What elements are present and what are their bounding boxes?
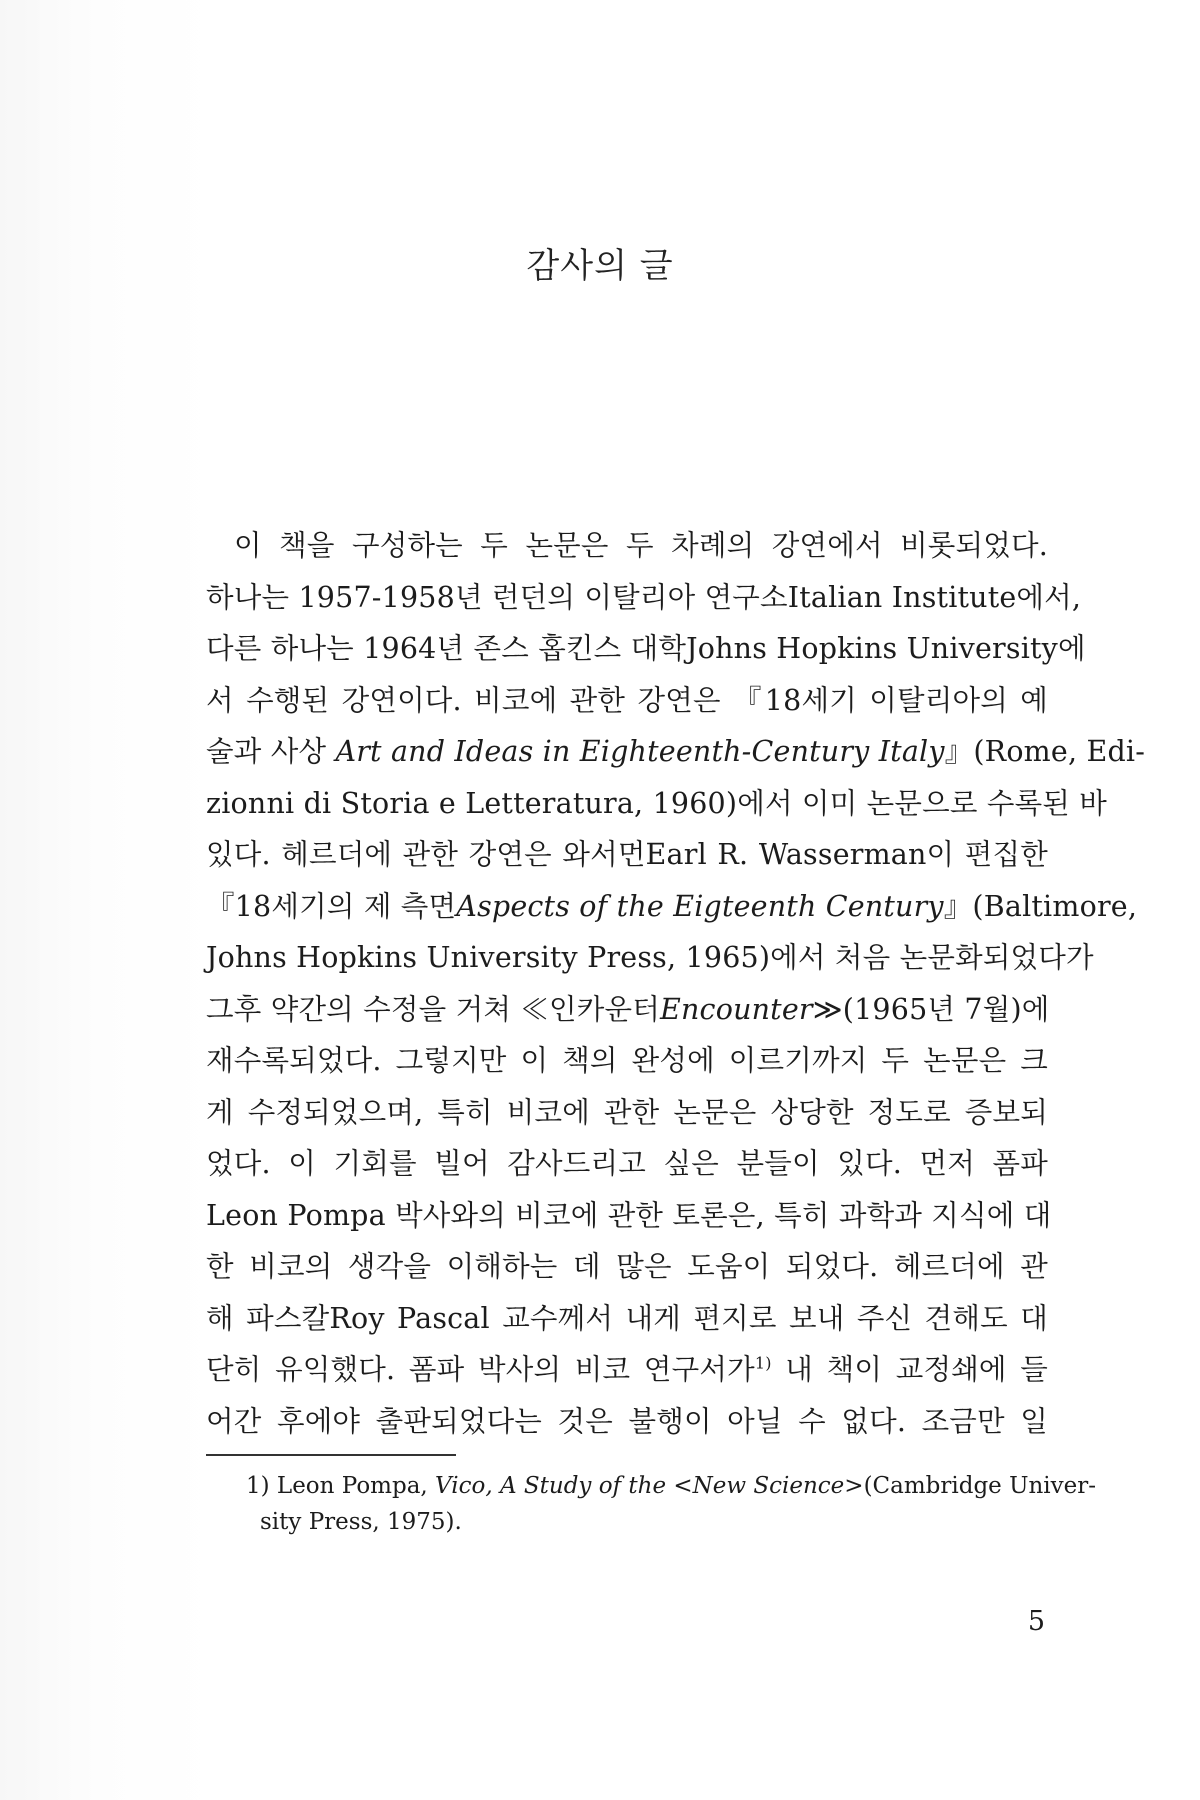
- body-line-8: [206, 881, 1138, 933]
- page-number: 5: [1027, 1606, 1045, 1637]
- body-text: [206, 520, 1146, 1447]
- book-title-art-and-ideas: Art and Ideas in Eighteenth-Century Italy: [335, 735, 945, 768]
- body-line-17-post: 내 책이 교정쇄에 들: [771, 1353, 1049, 1386]
- book-title-aspects: Aspects of the Eigteenth Century: [456, 889, 944, 923]
- body-line-5: [206, 726, 1146, 778]
- journal-title-encounter: Encounter: [659, 992, 813, 1026]
- footnote-line-1: [246, 1468, 1097, 1504]
- footnote-separator: [206, 1454, 456, 1456]
- footnote-line-1-pre: Leon Pompa,: [276, 1473, 436, 1499]
- body-line-17-pre: 단히 유익했다. 폼파 박사의 비코 연구서가: [206, 1353, 755, 1386]
- body-line-8-pre: 『18세기의 제 측면: [206, 889, 457, 923]
- footnote-marker: 1): [246, 1473, 270, 1499]
- body-line-7: 있다. 헤르더에 관한 강연은 와서먼Earl R. Wasserman이 편집한: [206, 838, 1048, 871]
- body-line-3: 다른 하나는 1964년 존스 홉킨스 대학Johns Hopkins University에: [206, 632, 1086, 665]
- body-line-11: 재수록되었다. 그렇지만 이 책의 완성에 이르기까지 두 논문은 크: [206, 1044, 1048, 1077]
- footnote: [246, 1468, 1097, 1540]
- page-title: 감사의 글: [526, 246, 674, 286]
- footnote-line-1-post: (Cambridge Univer-: [863, 1473, 1097, 1499]
- body-line-4: 서 수행된 강연이다. 비코에 관한 강연은 『18세기 이탈리아의 예: [206, 683, 1048, 717]
- body-line-17: [206, 1344, 1048, 1396]
- body-line-1: 이 책을 구성하는 두 논문은 두 차례의 강연에서 비롯되었다.: [234, 529, 1048, 562]
- body-line-10-post: ≫(1965년 7월)에: [812, 992, 1050, 1026]
- body-line-15: 한 비코의 생각을 이해하는 데 많은 도움이 되었다. 헤르더에 관: [206, 1250, 1048, 1283]
- footnote-reference: 1): [754, 1353, 772, 1373]
- body-line-13: 었다. 이 기회를 빌어 감사드리고 싶은 분들이 있다. 먼저 폼파: [206, 1147, 1048, 1180]
- footnote-line-2: sity Press, 1975).: [260, 1509, 462, 1535]
- body-line-5-post: 』(Rome, Edi-: [944, 735, 1146, 768]
- body-line-14: Leon Pompa 박사와의 비코에 관한 토론은, 특히 과학과 지식에 대: [206, 1198, 1052, 1232]
- body-line-12: 게 수정되었으며, 특히 비코에 관한 논문은 상당한 정도로 증보되: [206, 1095, 1048, 1129]
- body-line-10-pre: 그후 약간의 수정을 거쳐 ≪인카운터: [206, 992, 660, 1026]
- body-line-5-pre: 술과 사상: [206, 735, 336, 768]
- body-line-8-post: 』(Baltimore,: [943, 889, 1138, 923]
- body-line-9: Johns Hopkins University Press, 1965)에서 처음 논문화되었다가: [206, 941, 1094, 974]
- body-line-16: 해 파스칼Roy Pascal 교수께서 내게 편지로 보내 주신 견해도 대: [206, 1301, 1048, 1335]
- footnote-book-title: Vico, A Study of the <New Science>: [435, 1473, 864, 1499]
- body-line-10: [206, 984, 1048, 1036]
- body-line-2: 하나는 1957-1958년 런던의 이탈리아 연구소Italian Institute에서,: [206, 580, 1082, 614]
- body-line-18: 어간 후에야 출판되었다는 것은 불행이 아닐 수 없다. 조금만 일: [206, 1404, 1048, 1438]
- body-line-6: zionni di Storia e Letteratura, 1960)에서 이미 논문으로 수록된 바: [206, 786, 1108, 820]
